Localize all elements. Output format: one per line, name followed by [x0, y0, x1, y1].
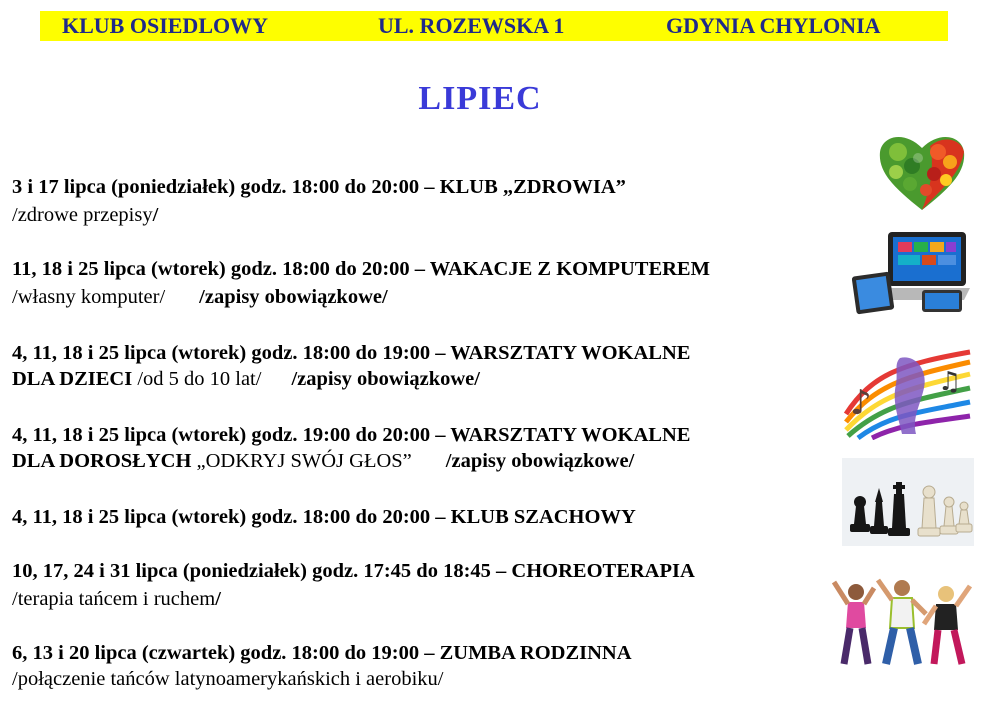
- page-title: LIPIEC: [418, 80, 542, 117]
- event-7-line-2: /połączenie tańców latynoamerykańskich i aerobiku/: [12, 668, 444, 690]
- event-2-line-1: 11, 18 i 25 lipca (wtorek) godz. 18:00 do 20:00 – WAKACJE Z KOMPUTEREM: [12, 258, 710, 280]
- chess-pieces-icon: [842, 458, 974, 546]
- banner-city: GDYNIA CHYLONIA: [666, 13, 881, 38]
- svg-text:♫: ♫: [938, 367, 962, 397]
- laptop-tablet-icon: [852, 230, 972, 316]
- event-2-registration: /zapisy obowiązkowe/: [199, 286, 388, 308]
- event-1-note-end: /: [152, 204, 159, 226]
- event-6-line-2: [12, 586, 221, 612]
- header-banner: [40, 11, 948, 41]
- banner-street: UL. ROZEWSKA 1: [378, 13, 565, 38]
- svg-text:♪: ♪: [850, 383, 872, 423]
- event-4-motto: „ODKRYJ SWÓJ GŁOS”: [196, 450, 412, 472]
- banner-club: KLUB OSIEDLOWY: [62, 13, 268, 38]
- event-4-registration: /zapisy obowiązkowe/: [445, 450, 635, 472]
- event-3-group: DLA DZIECI: [12, 368, 138, 390]
- event-6-note: /terapia tańcem i ruchem: [12, 588, 216, 610]
- dancers-icon: [828, 574, 974, 666]
- event-3-age: /od 5 do 10 lat/: [137, 368, 262, 390]
- music-notes-icon: [842, 344, 974, 440]
- event-6-line-1: 10, 17, 24 i 31 lipca (poniedziałek) godz. 17:45 do 18:45 – CHOREOTERAPIA: [12, 560, 695, 582]
- event-1-line-2: [12, 202, 158, 228]
- event-7-line-1: 6, 13 i 20 lipca (czwartek) godz. 18:00 do 19:00 – ZUMBA RODZINNA: [12, 642, 632, 664]
- event-2-line-2: [12, 284, 388, 310]
- event-3-line-2: [12, 366, 480, 392]
- event-6-note-end: /: [215, 588, 221, 610]
- event-4-line-2: [12, 448, 634, 474]
- event-1-note: /zdrowe przepisy: [12, 204, 153, 226]
- event-1-line-1: 3 i 17 lipca (poniedziałek) godz. 18:00 do 20:00 – KLUB „ZDROWIA”: [12, 176, 626, 198]
- heart-vegetables-icon: [874, 122, 970, 218]
- event-4-group: DLA DOROSŁYCH: [12, 450, 197, 472]
- event-3-registration: /zapisy obowiązkowe/: [291, 368, 480, 390]
- event-4-line-1: 4, 11, 18 i 25 lipca (wtorek) godz. 19:00 do 20:00 – WARSZTATY WOKALNE: [12, 424, 691, 446]
- event-5-line-1: 4, 11, 18 i 25 lipca (wtorek) godz. 18:00 do 20:00 – KLUB SZACHOWY: [12, 506, 636, 528]
- event-2-note: /własny komputer/: [12, 286, 166, 308]
- event-3-line-1: 4, 11, 18 i 25 lipca (wtorek) godz. 18:00 do 19:00 – WARSZTATY WOKALNE: [12, 342, 691, 364]
